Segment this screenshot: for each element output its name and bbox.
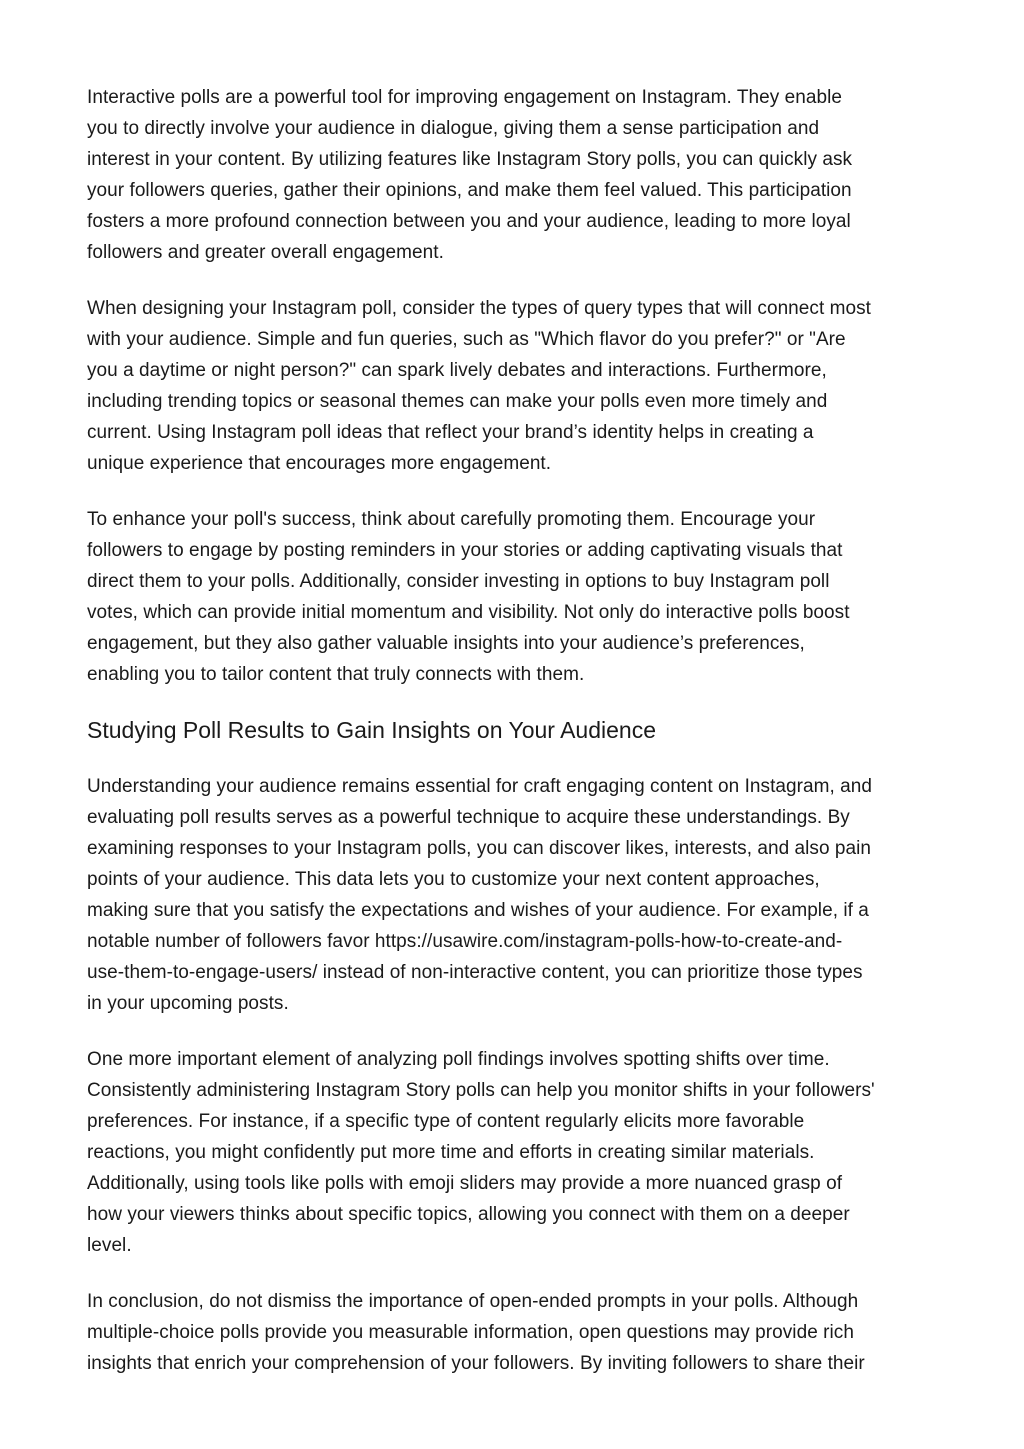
document-page [87,82,947,1404]
paragraph-polls-intro: Interactive polls are a powerful tool for improving engagement on Instagram. They enable you to directly involve your audience in dialogue, giving them a sense participation and interest in your content. By utilizing features like Instagram Story polls, you can quickly ask your followers queries, gather their opinions, and make them feel valued. This participation fosters a more profound connection between you and your audience, leading to more loyal followers and greater overall engagement. [87,87,853,263]
paragraph-poll-promotion: To enhance your poll's success, think about carefully promoting them. Encourage your followers to engage by posting reminders in your stories or adding captivating visuals that direct them to your polls. Additionally, consider investing in options to buy Instagram poll votes, which can provide initial momentum and visibility. Not only do interactive polls boost engagement, but they also gather valuable insights into your audience’s preferences, enabling you to tailor content that truly connects with them. [87,509,850,685]
paragraph-conclusion: In conclusion, do not dismiss the importance of open-ended prompts in your polls. Although multiple-choice polls provide you measurable information, open questions may provide rich insights that enrich your comprehension of your followers. By inviting followers to share their [87,1291,865,1374]
section-heading: Studying Poll Results to Gain Insights on Your Audience [87,717,656,743]
paragraph-tracking-shifts: One more important element of analyzing poll findings involves spotting shifts over time. Consistently administering Instagram Story polls can help you monitor shifts in your followers' preferences. For instance, if a specific type of content regularly elicits more favorable reactions, you might confidently put more time and efforts in creating similar materials. Additionally, using tools like polls with emoji sliders may provide a more nuanced grasp of how your viewers thinks about specific topics, allowing you connect with them on a deeper level. [87,1049,875,1256]
paragraph-understanding-audience: Understanding your audience remains essential for craft engaging content on Instagram, and evaluating poll results serves as a powerful technique to acquire these understandings. By examining responses to your Instagram polls, you can discover likes, interests, and also pain points of your audience. This data lets you to customize your next content approaches, making sure that you satisfy the expectations and wishes of your audience. For example, if a notable number of followers favor https://usawire.com/instagram-polls-how-to-create-and- use-them-to-engage-users/ instead of non-interactive content, you can prioritize those types in your upcoming posts. [87,776,873,1014]
paragraph-poll-design: When designing your Instagram poll, consider the types of query types that will connect most with your audience. Simple and fun queries, such as "Which flavor do you prefer?" or "Are you a daytime or night person?" can spark lively debates and interactions. Furthermore, including trending topics or seasonal themes can make your polls even more timely and current. Using Instagram poll ideas that reflect your brand’s identity helps in creating a unique experience that encourages more engagement. [87,298,871,474]
